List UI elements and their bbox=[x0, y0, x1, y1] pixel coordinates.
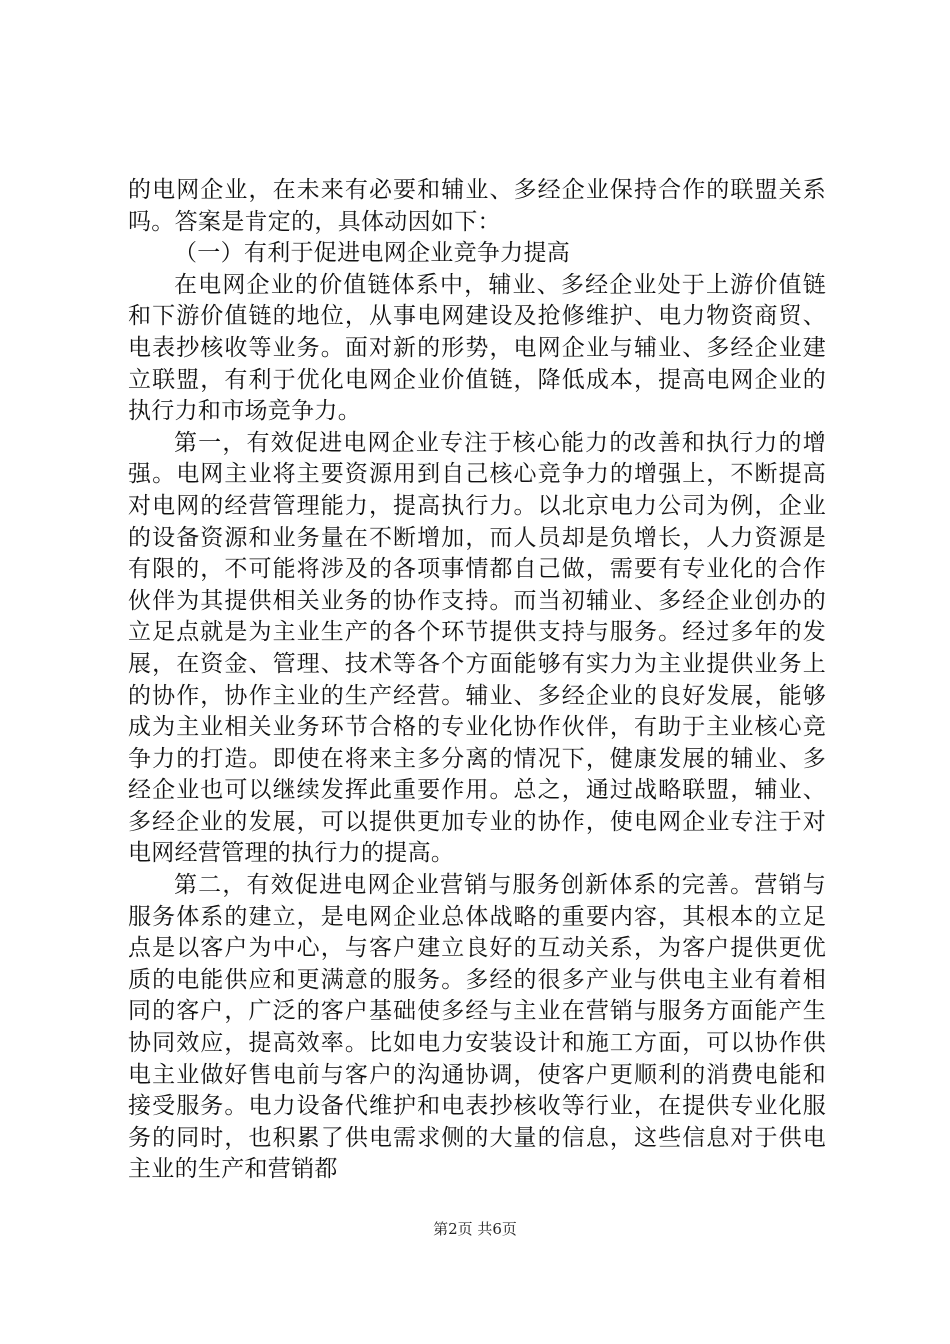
paragraph-first-point: 第一，有效促进电网企业专注于核心能力的改善和执行力的增强。电网主业将主要资源用到自己核心竞争力的增强上，不断提高对电网的经营管理能力，提高执行力。以北京电力公司为例，企业的设备资源和业务量在不断增加，而人员却是负增长，人力资源是有限的，不可能将涉及的各项事情都自己做，需要有专业化的合作伙伴为其提供相关业务的协作支持。而当初辅业、多经企业创办的立足点就是为主业生产的各个环节提供支持与服务。经过多年的发展，在资金、管理、技术等各个方面能够有实力为主业提供业务上的协作，协作主业的生产经营。辅业、多经企业的良好发展，能够成为主业相关业务环节合格的专业化协作伙伴，有助于主业核心竞争力的打造。即使在将来主多分离的情况下，健康发展的辅业、多经企业也可以继续发挥此重要作用。总之，通过战略联盟，辅业、多经企业的发展，可以提供更加专业的协作，使电网企业专注于对电网经营管理的执行力的提高。 bbox=[128, 429, 826, 867]
paragraph-continuation: 的电网企业，在未来有必要和辅业、多经企业保持合作的联盟关系吗。答案是肯定的，具体动因如下： bbox=[128, 177, 826, 235]
paragraph-value-chain: 在电网企业的价值链体系中，辅业、多经企业处于上游价值链和下游价值链的地位，从事电网建设及抢修维护、电力物资商贸、电表抄核收等业务。面对新的形势，电网企业与辅业、多经企业建立联盟，有利于优化电网企业价值链，降低成本，提高电网企业的执行力和市场竞争力。 bbox=[128, 271, 826, 425]
page-number-footer: 第2页 共6页 bbox=[433, 1220, 517, 1238]
section-heading: （一）有利于促进电网企业竞争力提高 bbox=[174, 240, 571, 267]
document-body bbox=[128, 175, 826, 1186]
paragraph-second-point: 第二，有效促进电网企业营销与服务创新体系的完善。营销与服务体系的建立，是电网企业总体战略的重要内容，其根本的立足点是以客户为中心，与客户建立良好的互动关系，为客户提供更优质的电能供应和更满意的服务。多经的很多产业与供电主业有着相同的客户，广泛的客户基础使多经与主业在营销与服务方面能产生协同效应，提高效率。比如电力安装设计和施工方面，可以协作供电主业做好售电前与客户的沟通协调，使客户更顺利的消费电能和接受服务。电力设备代维护和电表抄核收等行业，在提供专业化服务的同时，也积累了供电需求侧的大量的信息，这些信息对于供电主业的生产和营销都 bbox=[128, 872, 826, 1183]
